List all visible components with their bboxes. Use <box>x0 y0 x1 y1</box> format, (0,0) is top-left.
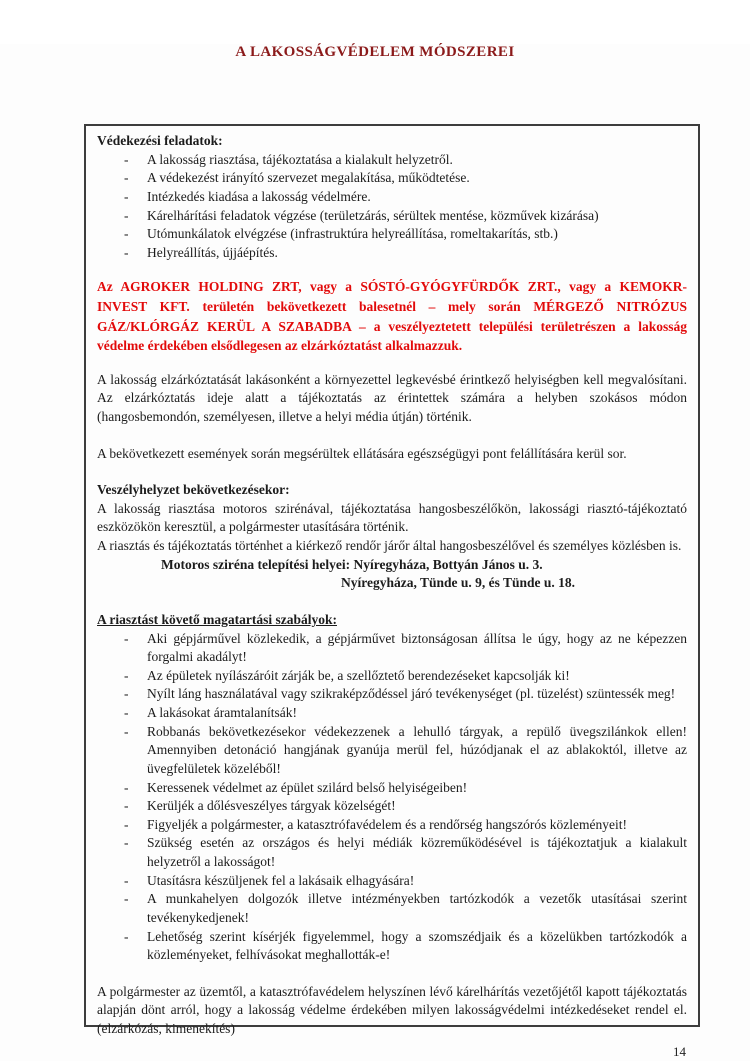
emergency-paragraph-2: A riasztás és tájékoztatás történhet a kiérkező rendőr járőr által hangosbeszélővel és személyes közlésben is. <box>97 538 682 553</box>
page-title: A LAKOSSÁGVÉDELEM MÓDSZEREI <box>235 44 515 60</box>
list-item: - Utómunkálatok elvégzése (infrastruktúra helyreállítása, romeltakarítás, stb.) <box>97 225 687 244</box>
defense-tasks-heading: Védekezési feladatok: <box>97 133 223 148</box>
mayor-decision-paragraph: A polgármester az üzemtől, a katasztrófavédelem helyszínen lévő kárelhárítás vezetőjétől kapott tájékoztatás alapján dönt arról, hogy a lakosság védelme érdekében milyen lakosságvédelmi intézkedéseket rendel el. (elzárkózás, kimenekítés) <box>97 983 687 1036</box>
list-item: - Aki gépjárművel közlekedik, a gépjárművet biztonságosan állítsa le úgy, hogy az ne képezzen forgalmi akadályt! <box>97 630 687 667</box>
list-item: - Figyeljék a polgármester, a katasztrófavédelem és a rendőrség hangszórós közleményeit! <box>97 816 687 835</box>
content-box <box>84 124 700 1036</box>
list-item: - Intézkedés kiadása a lakosság védelmére. <box>97 188 687 207</box>
emergency-paragraph-1: A lakosság riasztása motoros szirénával, tájékoztatása hangosbeszélőkön, lakossági riasztó-tájékoztató eszközökön keresztül, a polgármester utasítására történik. <box>97 500 687 535</box>
page-number: 14 <box>673 1044 686 1059</box>
list-item: - A lakosság riasztása, tájékoztatása a kialakult helyzetről. <box>97 151 687 170</box>
list-item: - Keressenek védelmet az épület szilárd belső helyiségeiben! <box>97 779 687 798</box>
containment-paragraph: A lakosság elzárkóztatását lakásonként a környezettel legkevésbé érintkező helyiségben kell megvalósítani. Az elzárkóztatás ideje alatt a tájékoztatás az érintettek számára a helyben szokásos módon (hangosbemondón, személyesen, illetve a helyi média útján) történik. <box>97 371 687 424</box>
list-item: - Kárelhárítási feladatok végzése (területzárás, sérültek mentése, közművek kizárása) <box>97 207 687 226</box>
list-item: - Szükség esetén az országos és helyi médiák közreműködésével is tájékoztatjuk a kialakult helyzetről a lakosságot! <box>97 834 687 871</box>
list-item: - Kerüljék a dőlésveszélyes tárgyak közelségét! <box>97 797 687 816</box>
list-item: - Nyílt láng használatával vagy szikraképződéssel járó tevékenységet (pl. tüzelést) szüntessék meg! <box>97 685 687 704</box>
document-page <box>0 44 750 1061</box>
conduct-rules-heading: A riasztást követő magatartási szabályok: <box>97 611 337 627</box>
hazard-alert-paragraph: Az AGROKER HOLDING ZRT, vagy a SÓSTÓ-GYÓGYFÜRDŐK ZRT., vagy a KEMOKR-INVEST KFT. területén bekövetkezett balesetnél – mely során MÉRGEZŐ NITRÓZUS GÁZ/KLÓRGÁZ KERÜL A SZABADBA – a veszélyeztetett települési területrészen a lakosság védelme érdekében elsődlegesen az elzárkóztatást alkalmazzuk. <box>97 279 687 354</box>
medical-point-paragraph: A bekövetkezett események során megsérültek ellátására egészségügyi pont felállítására kerül sor. <box>97 445 627 461</box>
list-item: - Lehetőség szerint kísérjék figyelemmel, hogy a szomszédjaik és a közelükben tartózkodók a közleményeket, felhívásokat meghallották-e! <box>97 928 687 965</box>
list-item: - Az épületek nyílászáróit zárják be, a szellőztető berendezéseket kapcsolják ki! <box>97 667 687 686</box>
list-item: - Utasításra készüljenek fel a lakásaik elhagyására! <box>97 872 687 891</box>
list-item: - A védekezést irányító szervezet megalakítása, működtetése. <box>97 169 687 188</box>
list-item: - A lakásokat áramtalanítsák! <box>97 704 687 723</box>
siren-location-line-2: Nyíregyháza, Tünde u. 9, és Tünde u. 18. <box>341 575 576 591</box>
defense-tasks-list <box>97 151 687 263</box>
conduct-rules-list <box>97 630 687 965</box>
siren-location-line-1: Motoros sziréna telepítési helyei: Nyíregyháza, Bottyán János u. 3. <box>161 556 543 572</box>
emergency-heading: Veszélyhelyzet bekövetkezésekor: <box>97 482 290 498</box>
list-item: - Helyreállítás, újjáépítés. <box>97 244 687 263</box>
list-item: - Robbanás bekövetkezésekor védekezzenek a lehulló tárgyak, a repülő üvegszilánkok ellen! Amennyiben detonáció hangjának gyanúja merül fel, húzódjanak el az ablakoktól, illetve az üvegfelületek közeléből! <box>97 723 687 779</box>
list-item: - A munkahelyen dolgozók illetve intézményekben tartózkodók a vezetők utasításai szerint tevékenykedjenek! <box>97 890 687 927</box>
